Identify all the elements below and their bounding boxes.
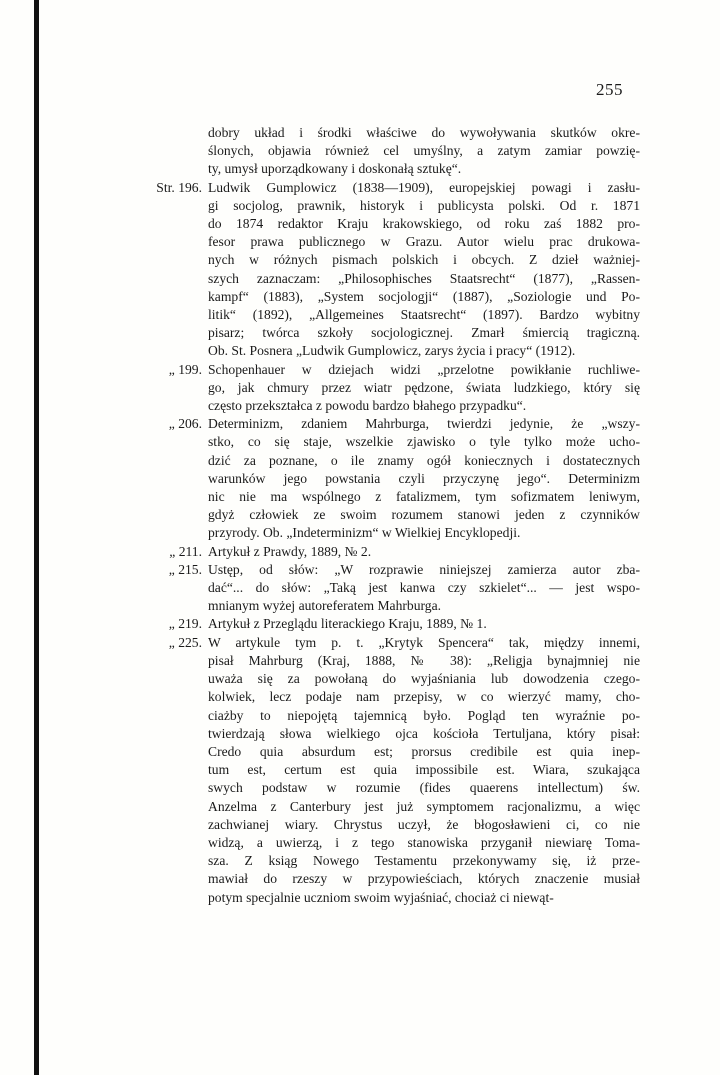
continued-paragraph xyxy=(208,124,640,179)
text-line: Artykuł z Przeglądu literackiego Kraju, 1889, № 1. xyxy=(208,616,487,632)
text-line: mnianym wyżej autoreferatem Mahrburga. xyxy=(208,598,442,614)
endnote-reference: „ 215. xyxy=(168,561,202,577)
endnote-reference: „ 211. xyxy=(169,543,202,559)
endnote xyxy=(140,615,640,633)
text-line: gi socjolog, prawnik, historyk i publicysta polski. Od r. 1871 xyxy=(208,197,640,213)
endnote-text xyxy=(208,361,640,416)
endnote-reference: Str. 196. xyxy=(156,179,202,195)
text-line: nych w różnych pismach polskich i obcych. Z dzieł ważniej- xyxy=(208,252,640,268)
text-line: Determinizm, zdaniem Mahrburga, twierdzi jedynie, że „wszy- xyxy=(208,416,640,432)
text-line: pisał Mahrburg (Kraj, 1888, № 38): „Religja bynajmniej nie xyxy=(208,652,640,668)
endnote-text xyxy=(208,615,640,633)
endnote xyxy=(140,543,640,561)
text-line: Anzelma z Canterbury jest już symptomem racjonalizmu, a więc xyxy=(208,798,640,814)
endnotes-list xyxy=(140,179,640,907)
endnote xyxy=(140,415,640,542)
text-line: potym specjalnie uczniom swoim wyjaśniać, chociaż ci niewąt- xyxy=(208,889,554,905)
text-line: uważa się za powołaną do wyjaśniania lub dowodzenia czego- xyxy=(208,671,640,687)
page-number: 255 xyxy=(596,80,623,99)
text-line: tum est, certum est quia impossibile est. Wiara, szukająca xyxy=(208,762,640,778)
text-line: Ustęp, od słów: „W rozprawie niniejszej zamierza autor zba- xyxy=(208,561,640,577)
text-line: dzić za poznane, o ile znamy ogół koniecznych i dostatecznych xyxy=(208,452,640,468)
text-line: go, jak chmury przez wiatr pędzone, świata ludzkiego, który się xyxy=(208,379,640,395)
text-line: widzą, a uwierzą, i z tego stanowiska przyganił niewiarę Toma- xyxy=(208,834,640,850)
text-line: kampf“ (1883), „System socjologji“ (1887), „Soziologie und Po- xyxy=(208,288,640,304)
text-line: sza. Z ksiąg Nowego Testamentu przekonywamy się, iż prze- xyxy=(208,853,640,869)
endnote xyxy=(140,179,640,361)
text-line: ty, umysł uporządkowany i doskonałą sztukę“. xyxy=(208,161,462,177)
text-line: dobry układ i środki właściwe do wywoływania skutków okre- xyxy=(208,125,640,140)
text-line: gdyż człowiek ze swoim rozumem stanowi jeden z czynników xyxy=(208,507,640,523)
endnote xyxy=(140,634,640,907)
text-line: do 1874 redaktor Kraju krakowskiego, od roku zaś 1882 pro- xyxy=(208,216,640,232)
endnote-text xyxy=(208,179,640,361)
text-line: pisarz; twórca szkoły socjologicznej. Zmarł śmiercią tragiczną. xyxy=(208,325,640,341)
text-line: Ludwik Gumplowicz (1838—1909), europejskiej powagi i zasłu- xyxy=(208,179,640,195)
text-line: kolwiek, lecz podaje nam przepisy, w co wierzyć mamy, cho- xyxy=(208,689,640,705)
page-body xyxy=(140,124,640,907)
text-line: przyrody. Ob. „Indeterminizm“ w Wielkiej Encyklopedji. xyxy=(208,525,521,541)
endnote-text xyxy=(208,415,640,542)
text-line: zachwianej wiary. Chrystus uczył, że błogosławieni ci, co nie xyxy=(208,816,640,832)
text-line: szych zaznaczam: „Philosophisches Staatsrecht“ (1877), „Rassen- xyxy=(208,270,640,286)
text-line: Ob. St. Posnera „Ludwik Gumplowicz, zarys życia i pracy“ (1912). xyxy=(208,343,576,359)
endnote xyxy=(140,361,640,416)
text-line: fesor prawa publicznego w Grazu. Autor wielu prac drukowa- xyxy=(208,234,640,250)
text-line: warunków jego powstania czyli przyczynę jego“. Determinizm xyxy=(208,470,640,486)
text-line: mawiał do rzeszy w przypowieściach, których znaczenie musiał xyxy=(208,871,640,887)
endnote-reference: „ 206. xyxy=(168,416,202,432)
text-line: często przekształca z powodu bardzo błahego przypadku“. xyxy=(208,398,527,414)
text-line: twierdzają słowa wielkiego ojca kościoła Tertuljana, który pisał: xyxy=(208,725,640,741)
text-line: nic nie ma wspólnego z fatalizmem, tym sofizmatem leniwym, xyxy=(208,489,640,505)
endnote-reference: „ 199. xyxy=(168,361,202,377)
text-line: swych podstaw w rozumie (fides quaerens intellectum) św. xyxy=(208,780,640,796)
endnote-reference: „ 225. xyxy=(168,634,202,650)
binding-edge xyxy=(34,0,39,1075)
text-line: Artykuł z Prawdy, 1889, № 2. xyxy=(208,543,372,559)
endnote-reference: „ 219. xyxy=(168,616,202,632)
text-line: ślonych, objawia również cel umyślny, a zatym zamiar powzię- xyxy=(208,143,640,159)
text-line: Credo quia absurdum est; prorsus credibile est quia inep- xyxy=(208,743,640,759)
text-line: stko, co się staje, wszelkie zjawisko o tyle tylko może ucho- xyxy=(208,434,640,450)
text-line: dać“... do słów: „Taką jest kanwa czy szkielet“... — jest wspo- xyxy=(208,580,640,596)
text-line: W artykule tym p. t. „Krytyk Spencera“ tak, między innemi, xyxy=(208,634,640,650)
endnote-text xyxy=(208,561,640,616)
endnote-text xyxy=(208,543,640,561)
text-line: litik“ (1892), „Allgemeines Staatsrecht“ (1897). Bardzo wybitny xyxy=(208,307,640,323)
text-line: ciażby to niepojętą tajemnicą było. Pogląd ten wyraźnie po- xyxy=(208,707,640,723)
endnote-text xyxy=(208,634,640,907)
text-line: Schopenhauer w dziejach widzi „przelotne powikłanie ruchliwe- xyxy=(208,361,640,377)
endnote xyxy=(140,561,640,616)
